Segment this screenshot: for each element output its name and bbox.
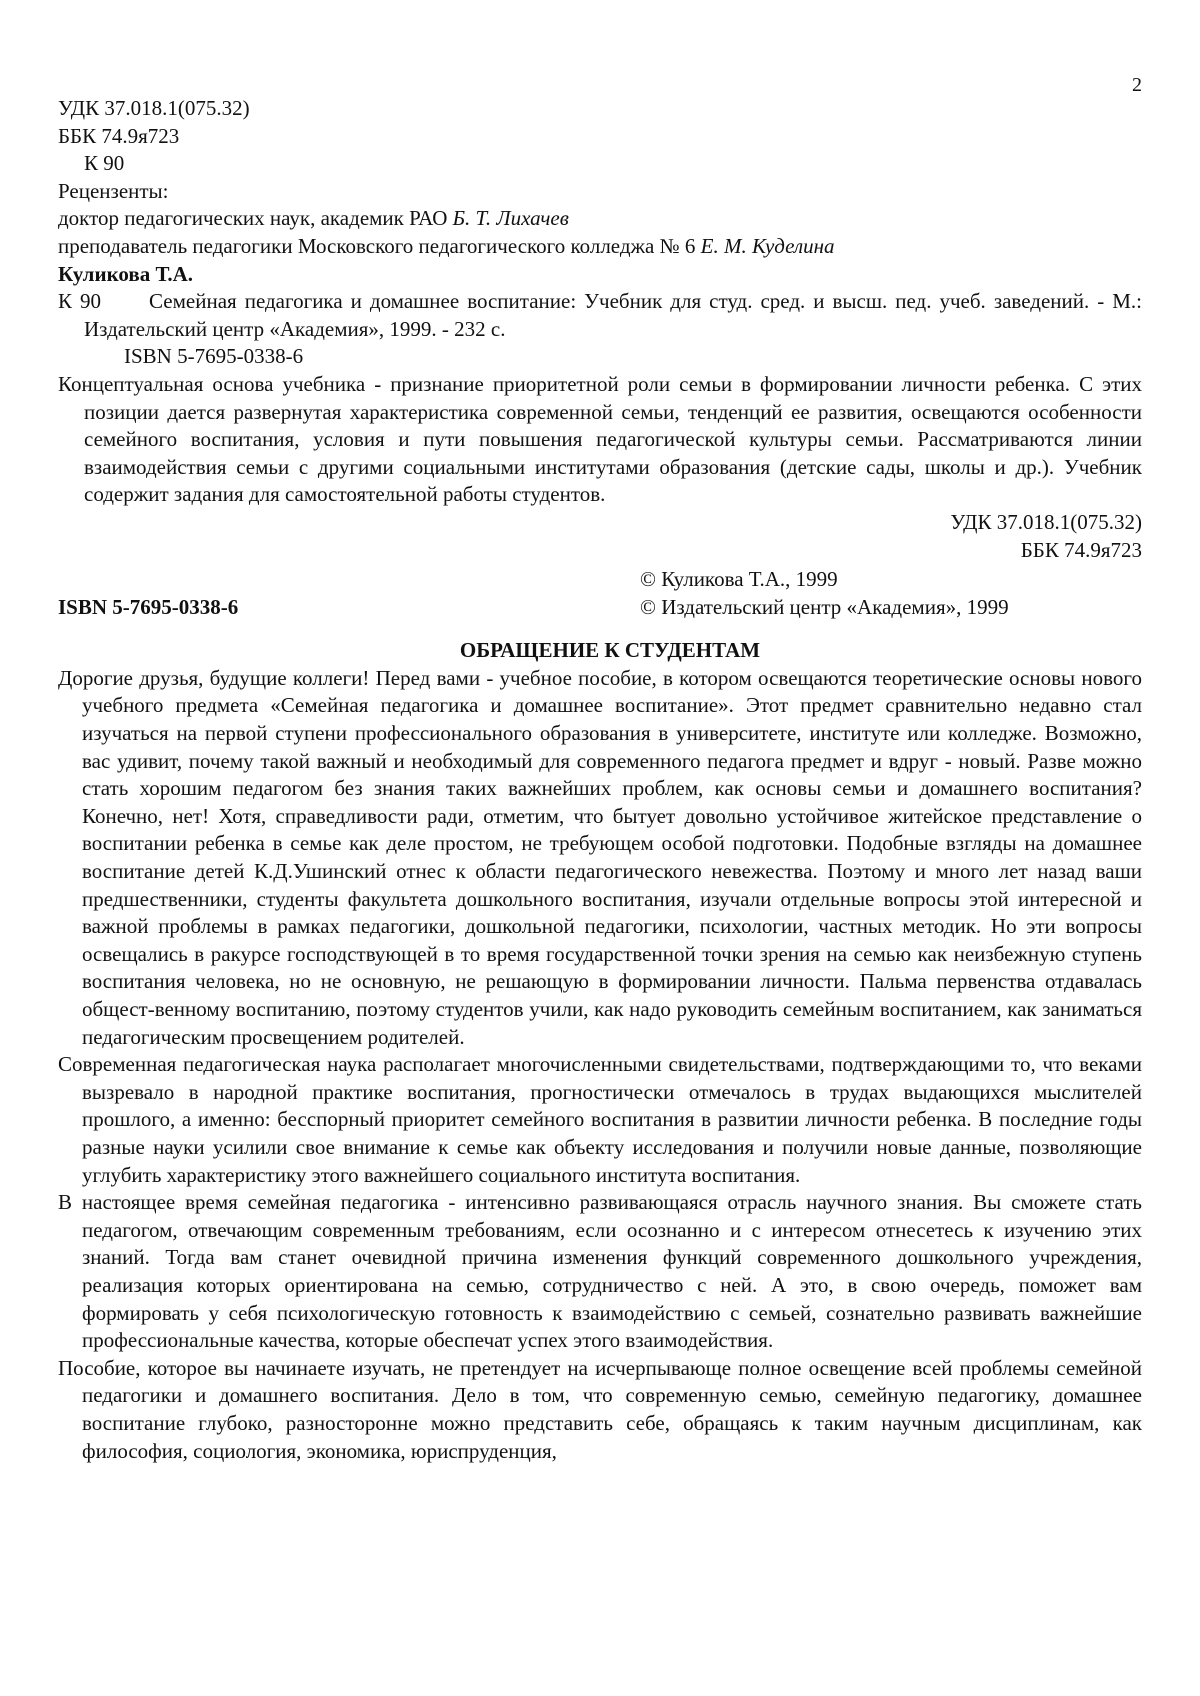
paragraph-1: Дорогие друзья, будущие коллеги! Перед вами - учебное пособие, в котором освещаются теоретические основы нового учебного предмета «Семейная педагогика и домашнее воспитание». Этот предмет сравнительно недавно стал изучаться на первой ступени профессионального образования в университете, институте или колледже. Возможно, вас удивит, почему такой важный и необходимый для современного педагога предмет и вдруг - новый. Разве можно стать хорошим педагогом без знания таких важнейших проблем, как основы семьи и домашнего воспитания? Конечно, нет! Хотя, справедливости ради, отметим, что бытует довольно устойчивое житейское представление о воспитании ребенка в семье как деле простом, не требующем особой подготовки. Подобные взгляды на домашнее воспитание детей К.Д.Ушинский отнес к области педагогического невежества. Поэтому и много лет назад ваши предшественники, студенты факультета дошкольного воспитания, изучали отдельные вопросы этой интересной и важной проблемы в рамках педагогики, дошкольной педагогики, психологии, частных методик. Но эти вопросы освещались в ракурсе господствующей в то время государственной точки зрения на семью как неизбежную ступень воспитания человека, но не основную, не решающую в формировании личности. Пальма первенства отдавалась общест-венному воспитанию, поэтому студентов учили, как надо руководить семейным воспитанием, как заниматься педагогическим просвещением родителей.: [58, 665, 1142, 1049]
section-heading: ОБРАЩЕНИЕ К СТУДЕНТАМ: [459, 638, 761, 663]
author-mark: К 90: [84, 151, 125, 176]
copyright-row-2: [58, 594, 1142, 622]
reviewer-2-name: Е. М. Куделина: [700, 233, 835, 258]
document-page: [58, 0, 1142, 1696]
reviewer-1: [58, 205, 1142, 233]
copyright-row-1: [58, 566, 1142, 594]
bbk-code: ББК 74.9я723: [58, 123, 180, 148]
entry-code: К 90: [58, 289, 102, 314]
paragraph-4: Пособие, которое вы начинаете изучать, не претендует на исчерпывающе полное освещение всей проблемы семейной педагогики и домашнего воспитания. Дело в том, что современную семью, семейную педагогику, домашнее воспитание глубоко, разносторонне можно представить себе, обращаясь к таким научным дисциплинам, как философия, социология, экономика, юриспруденция,: [58, 1355, 1142, 1463]
isbn-line: ISBN 5-7695-0338-6: [124, 344, 304, 369]
annotation: [58, 371, 1142, 509]
udk-code: УДК 37.018.1(075.32): [58, 96, 250, 120]
reviewers-label: Рецензенты:: [58, 178, 169, 203]
bibliographic-block: [58, 95, 1142, 1465]
annotation-text: Концептуальная основа учебника - признание приоритетной роли семьи в формировании личности ребенка. С этих позиции дается развернутая характеристика современной семьи, тенденций ее развития, освещаются особенности семейного воспитания, условия и пути повышения педагогической культуры семьи. Рассматриваются линии взаимодействия семьи с другими социальными институтами образования (детские сады, школы и др.). Учебник содержит задания для самостоятельной работы студентов.: [58, 371, 1142, 507]
page-number: 2: [1132, 74, 1142, 96]
isbn-bold: ISBN 5-7695-0338-6: [58, 594, 239, 619]
entry-description: Семейная педагогика и домашнее воспитание: Учебник для студ. сред. и высш. пед. учеб. заведений. - М.: Издательский центр «Академия», 1999. - 232 с.: [84, 289, 1142, 341]
bbk-right: ББК 74.9я723: [1020, 537, 1142, 562]
reviewer-1-name: Б. Т. Лихачев: [452, 206, 569, 231]
reviewer-2-text: преподаватель педагогики Московского педагогического колледжа № 6: [58, 233, 701, 258]
copyright-publisher: © Издательский центр «Академия», 1999: [640, 594, 1009, 619]
reviewer-1-text: доктор педагогических наук, академик РАО: [58, 206, 453, 231]
catalog-entry: [58, 288, 1142, 343]
udk-right: УДК 37.018.1(075.32): [950, 509, 1142, 534]
author-name: Куликова Т.А.: [58, 261, 194, 286]
paragraph-2: Современная педагогическая наука располагает многочисленными свидетельствами, подтверждающими то, что веками вызревало в народной практике воспитания, прогностически отмечалось в трудах выдающихся мыслителей прошлого, а именно: бесспорный приоритет семейного воспитания в развитии личности ребенка. В последние годы разные науки усилили свое внимание к семье как объекту исследования и получили новые данные, позволяющие углубить характеристику этого важнейшего социального института воспитания.: [58, 1052, 1142, 1187]
copyright-author: © Куликова Т.А., 1999: [640, 567, 838, 592]
paragraph-3: В настоящее время семейная педагогика - интенсивно развивающаяся отрасль научного знания. Вы сможете стать педагогом, отвечающим современным требованиям, если осознанно и с интересом отнесетесь к изучению этих знаний. Тогда вам станет очевидной причина изменения функций современного дошкольного учреждения, реализация которых ориентирована на семью, сотрудничество с ней. А это, в свою очередь, поможет вам формировать у себя психологическую готовность к взаимодействию с семьей, сознательно развивать важнейшие профессиональные качества, которые обеспечат успех этого взаимодействия.: [58, 1190, 1142, 1353]
reviewer-2: [58, 233, 1142, 261]
